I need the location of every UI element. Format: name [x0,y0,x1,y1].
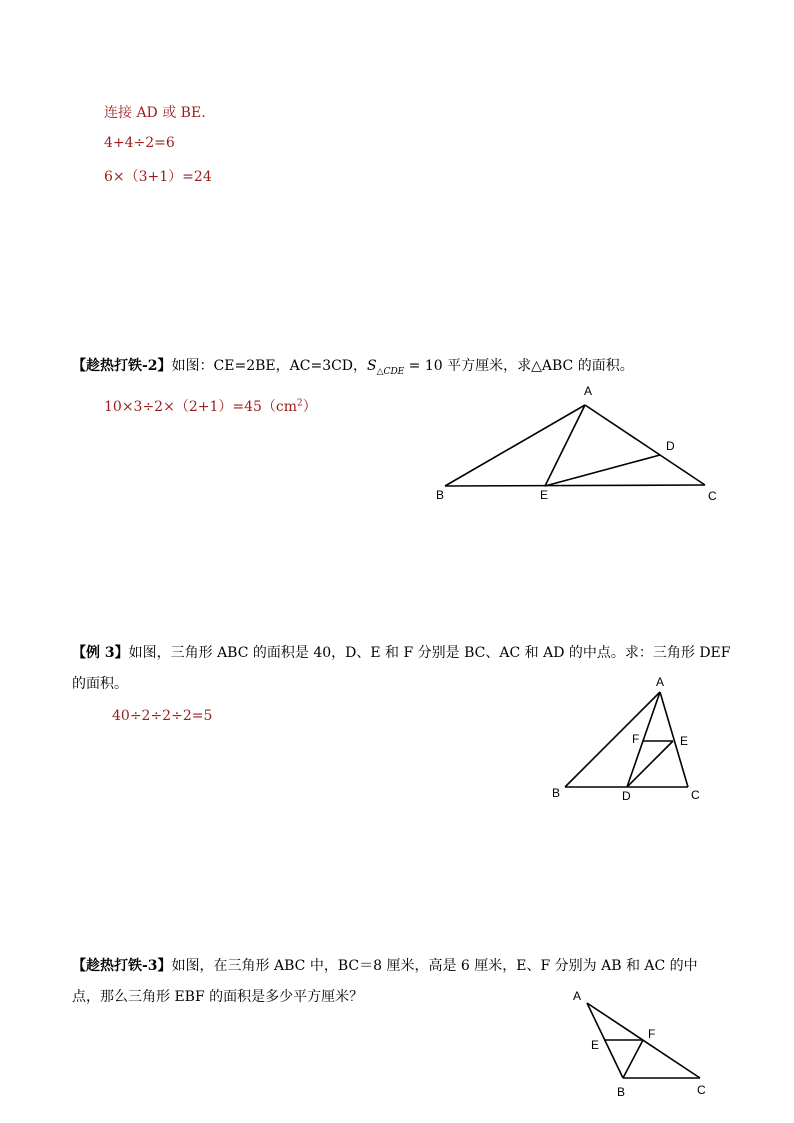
problem2-text-a: 如图：CE=2BE，AC=3CD， [171,358,368,374]
problem2-tag: 【趁热打铁-2】 [72,358,172,374]
problem3-text-line1: 如图，三角形 ABC 的面积是 40，D、E 和 F 分别是 BC、AC 和 AD 的中点。求：三角形 DEF [128,645,731,661]
problem2-answer: $10\times 3\div 2\times(2+1)=45(cm^2)$ [104,398,317,415]
answer1-line2: 4+4÷2=6 [104,135,175,151]
p4-label-c: C [697,1083,706,1097]
p2-label-c: C [708,489,717,503]
p4-line-fb [623,1040,643,1078]
answer1-line1: 连接 AD 或 BE. [104,105,206,121]
p3-label-d: D [622,789,631,803]
problem2-text-b: = 10 平方厘米，求△ABC 的面积。 [404,358,634,374]
problem3-statement-line2: 的面积。 [72,676,128,692]
p2-label-a: A [584,384,593,398]
answer1-line3: 6×（3+1）=24 [104,169,212,185]
p4-label-a: A [573,989,582,1003]
problem4-tag: 【趁热打铁-3】 [72,958,172,974]
p3-label-a: A [656,675,665,689]
p2-label-b: B [436,488,445,502]
problem4-text-line1: 如图，在三角形 ABC 中，BC＝8 厘米，高是 6 厘米，E、F 分别为 AB 和 AC 的中 [171,958,698,974]
p2-label-d: D [666,439,675,453]
problem3-tag: 【例 3】 [72,645,129,661]
p2-label-e: E [540,488,549,502]
p4-label-e: E [591,1038,600,1052]
p4-label-f: F [648,1027,656,1041]
p3-label-c: C [691,788,700,802]
problem2-area-symbol: $S_{\triangle CDE}$ [367,358,405,377]
p4-label-b: B [617,1085,626,1099]
p3-label-b: B [552,786,561,800]
problem4-statement-line2: 点，那么三角形 EBF 的面积是多少平方厘米？ [72,989,364,1005]
problem3-answer: 40÷2÷2÷2=5 [112,708,213,724]
p3-label-e: E [680,734,689,748]
p3-label-f: F [632,732,640,746]
